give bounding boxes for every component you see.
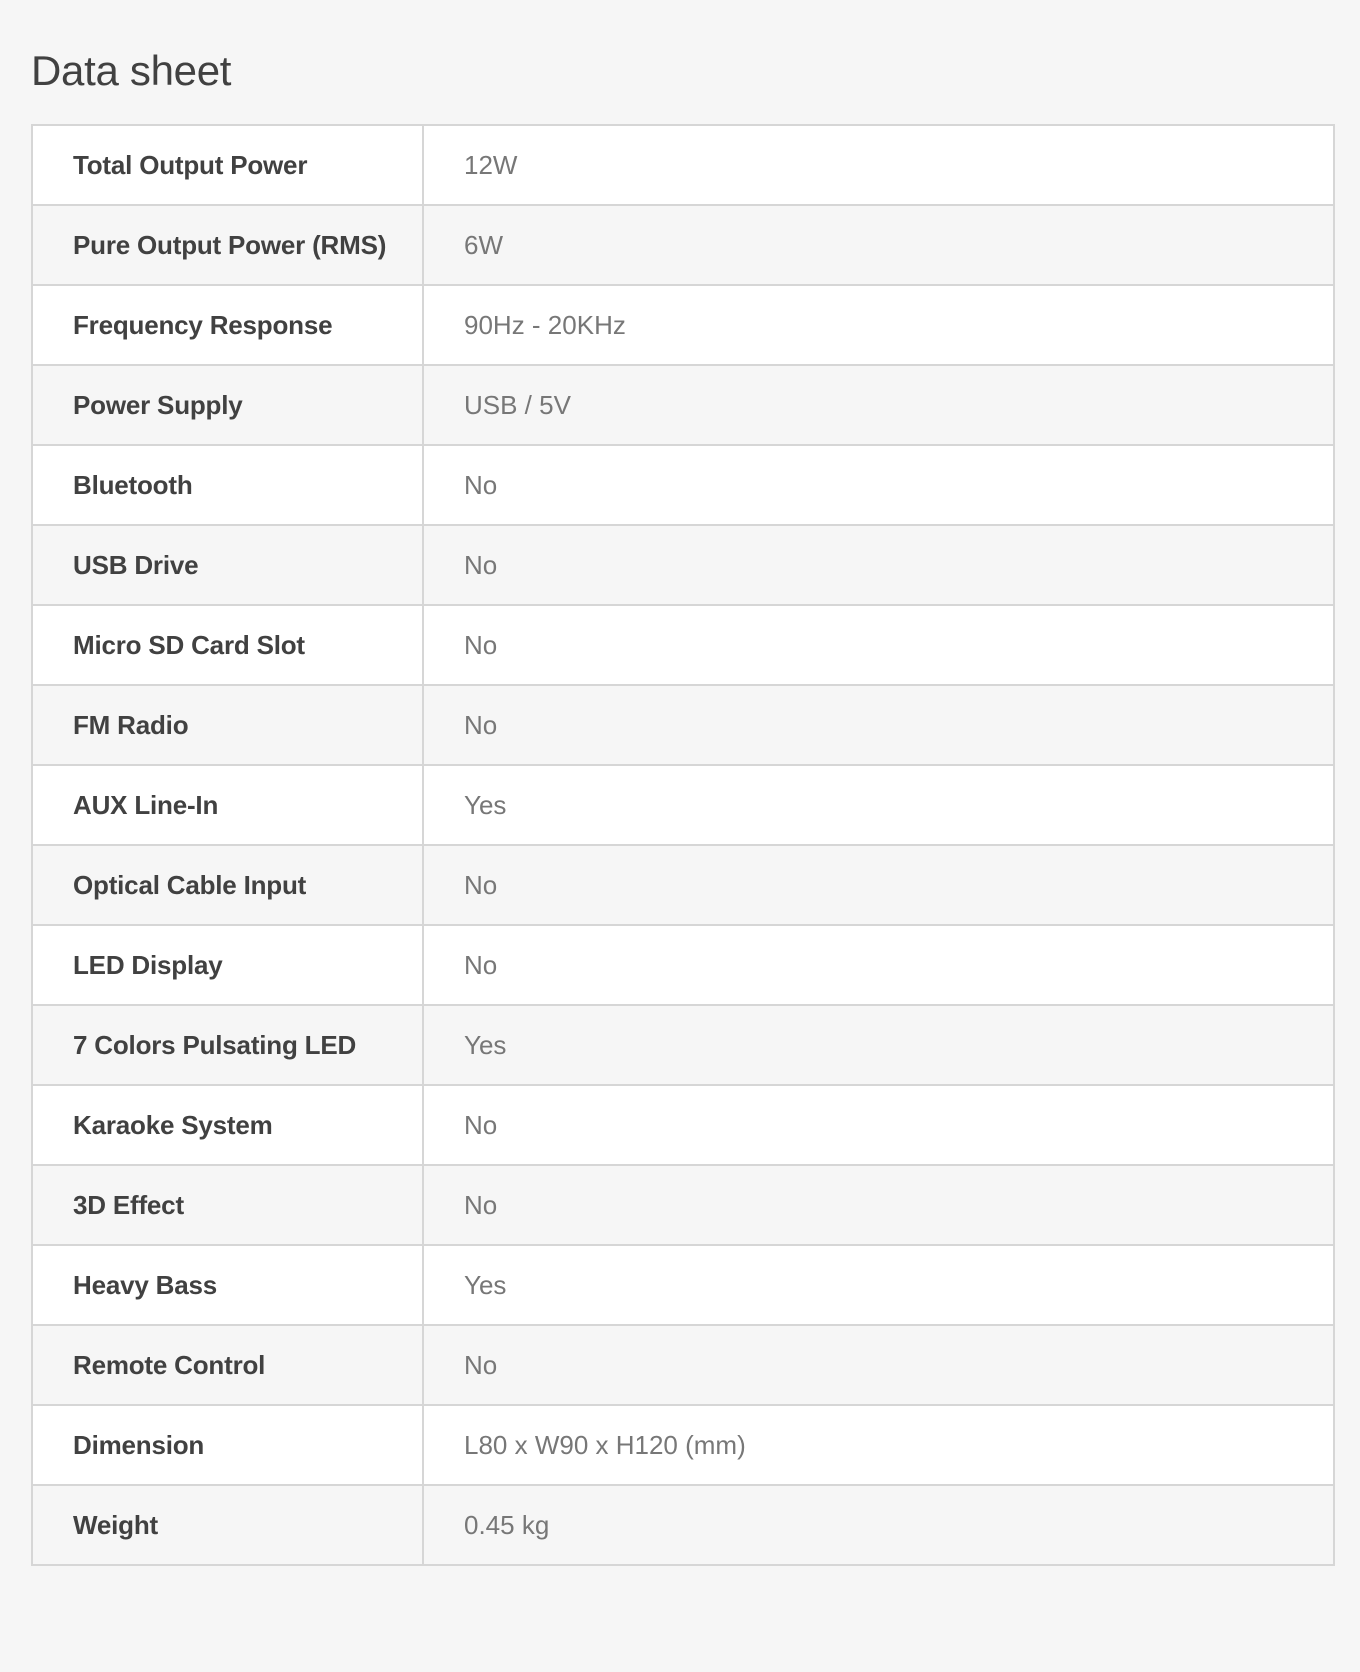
spec-label: Bluetooth <box>32 445 423 525</box>
table-row <box>32 125 1334 205</box>
spec-value: L80 x W90 x H120 (mm) <box>423 1405 1334 1485</box>
spec-label: Optical Cable Input <box>32 845 423 925</box>
spec-value: No <box>423 925 1334 1005</box>
spec-value: No <box>423 525 1334 605</box>
table-row <box>32 1165 1334 1245</box>
table-row <box>32 1085 1334 1165</box>
spec-value: No <box>423 1165 1334 1245</box>
spec-label: Power Supply <box>32 365 423 445</box>
spec-value: No <box>423 1085 1334 1165</box>
table-row <box>32 1325 1334 1405</box>
table-row <box>32 525 1334 605</box>
table-row <box>32 605 1334 685</box>
spec-value: 6W <box>423 205 1334 285</box>
spec-label: Total Output Power <box>32 125 423 205</box>
table-row <box>32 925 1334 1005</box>
table-row <box>32 445 1334 525</box>
spec-label: FM Radio <box>32 685 423 765</box>
table-row <box>32 365 1334 445</box>
spec-label: Heavy Bass <box>32 1245 423 1325</box>
spec-label: LED Display <box>32 925 423 1005</box>
spec-value: No <box>423 605 1334 685</box>
spec-value: Yes <box>423 1005 1334 1085</box>
table-row <box>32 1245 1334 1325</box>
spec-label: Frequency Response <box>32 285 423 365</box>
spec-value: No <box>423 445 1334 525</box>
spec-value: USB / 5V <box>423 365 1334 445</box>
spec-label: Karaoke System <box>32 1085 423 1165</box>
spec-value: 90Hz - 20KHz <box>423 285 1334 365</box>
data-sheet-body <box>32 125 1334 1565</box>
table-row <box>32 1485 1334 1565</box>
data-sheet-section <box>31 0 1335 1540</box>
spec-value: 12W <box>423 125 1334 205</box>
spec-value: Yes <box>423 765 1334 845</box>
spec-label: Remote Control <box>32 1325 423 1405</box>
spec-value: No <box>423 1325 1334 1405</box>
spec-value: No <box>423 685 1334 765</box>
table-row <box>32 285 1334 365</box>
table-row <box>32 1405 1334 1485</box>
data-sheet-table <box>31 124 1335 1566</box>
spec-label: Pure Output Power (RMS) <box>32 205 423 285</box>
spec-label: USB Drive <box>32 525 423 605</box>
spec-label: Weight <box>32 1485 423 1565</box>
spec-label: 3D Effect <box>32 1165 423 1245</box>
table-row <box>32 1005 1334 1085</box>
table-row <box>32 205 1334 285</box>
table-row <box>32 685 1334 765</box>
spec-label: 7 Colors Pulsating LED <box>32 1005 423 1085</box>
spec-label: AUX Line-In <box>32 765 423 845</box>
spec-value: Yes <box>423 1245 1334 1325</box>
page-title: Data sheet <box>31 47 232 94</box>
table-row <box>32 845 1334 925</box>
table-row <box>32 765 1334 845</box>
spec-label: Micro SD Card Slot <box>32 605 423 685</box>
spec-value: No <box>423 845 1334 925</box>
spec-label: Dimension <box>32 1405 423 1485</box>
spec-value: 0.45 kg <box>423 1485 1334 1565</box>
